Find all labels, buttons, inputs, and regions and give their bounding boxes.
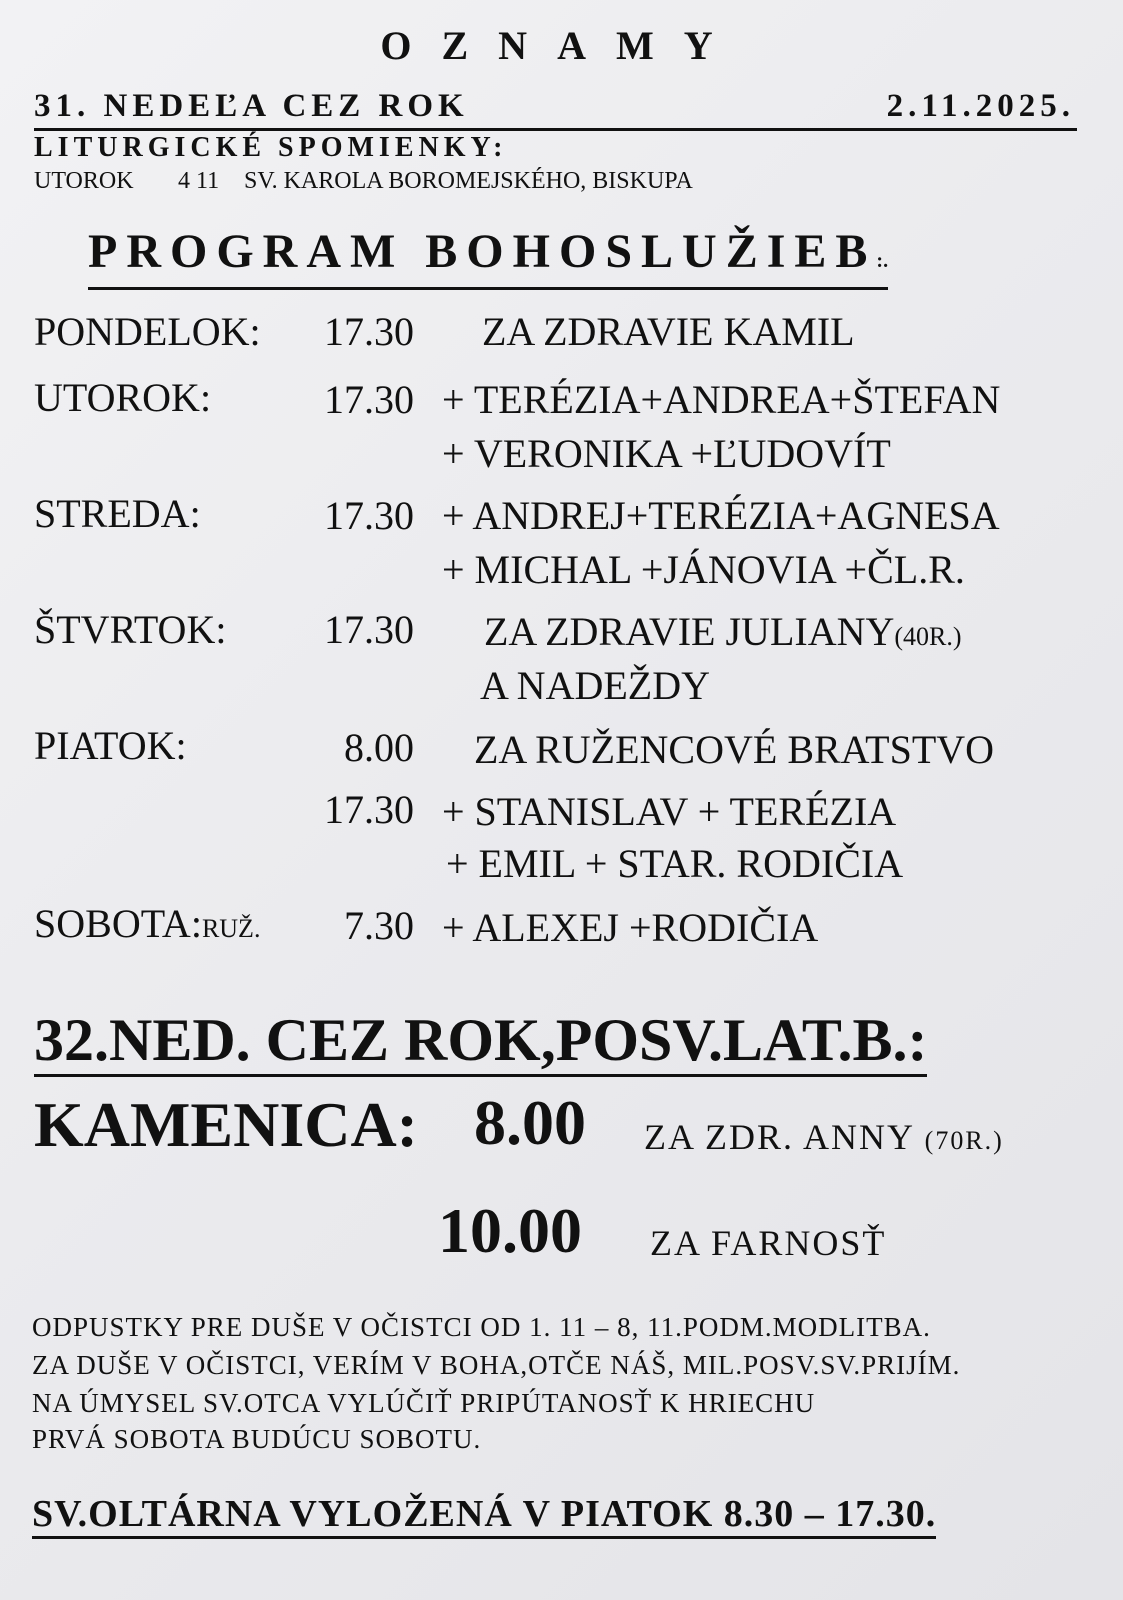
schedule-intent xyxy=(484,608,962,655)
week-name: 31. NEDEĽA CEZ ROK xyxy=(34,88,469,124)
schedule-intent: ZA ZDRAVIE KAMIL xyxy=(482,309,855,354)
sunday-mass-time: 10.00 xyxy=(438,1195,582,1266)
schedule-day: PONDELOK: xyxy=(34,309,261,354)
schedule-intent: + ALEXEJ +RODIČIA xyxy=(442,905,819,950)
sunday-mass-intent-age: (70R.) xyxy=(924,1126,1004,1155)
program-title: PROGRAM BOHOSLUŽIEB xyxy=(88,225,877,278)
schedule-time: 17.30 xyxy=(324,309,414,354)
sunday-title: 32.NED. CEZ ROK,POSV.LAT.B.: xyxy=(34,1006,927,1077)
program-heading xyxy=(88,226,888,290)
schedule-intent: ZA RUŽENCOVÉ BRATSTVO xyxy=(474,727,995,772)
schedule-day: PIATOK: xyxy=(34,723,187,768)
schedule-intent: + TERÉZIA+ANDREA+ŠTEFAN xyxy=(442,377,1001,422)
schedule-day: STREDA: xyxy=(34,491,201,536)
liturgy-title: LITURGICKÉ SPOMIENKY: xyxy=(34,132,508,163)
schedule-time: 17.30 xyxy=(324,493,414,538)
schedule-day-note: RUŽ. xyxy=(201,914,261,943)
sunday-place: KAMENICA: xyxy=(34,1089,418,1160)
schedule-intent: + VERONIKA +ĽUDOVÍT xyxy=(442,431,891,476)
schedule-day: UTOROK: xyxy=(34,375,212,420)
final-announcement: SV.OLTÁRNA VYLOŽENÁ V PIATOK 8.30 – 17.30. xyxy=(32,1492,936,1539)
schedule-intent: + MICHAL +JÁNOVIA +ČL.R. xyxy=(442,547,965,592)
sunday-mass-intent xyxy=(644,1116,1004,1158)
note-line: NA ÚMYSEL SV.OTCA VYLÚČIŤ PRIPÚTANOSŤ K HRIECHU xyxy=(32,1388,816,1418)
schedule-intent: + ANDREJ+TERÉZIA+AGNESA xyxy=(442,493,1000,538)
sunday-mass-time: 8.00 xyxy=(474,1087,586,1158)
schedule-day: ŠTVRTOK: xyxy=(34,607,227,652)
schedule-time: 7.30 xyxy=(344,903,414,948)
liturgy-memorial: SV. KAROLA BOROMEJSKÉHO, BISKUPA xyxy=(244,168,693,194)
page-title: OZNAMY xyxy=(380,23,743,68)
schedule-intent-text: ZA ZDRAVIE JULIANY xyxy=(484,609,895,654)
liturgy-memorial-line xyxy=(34,168,693,195)
schedule-intent: + STANISLAV + TERÉZIA xyxy=(442,789,897,834)
note-line: ZA DUŠE V OČISTCI, VERÍM V BOHA,OTČE NÁŠ, MIL.POSV.SV.PRIJÍM. xyxy=(32,1350,961,1380)
note-line: ODPUSTKY PRE DUŠE V OČISTCI OD 1. 11 – 8, 11.PODM.MODLITBA. xyxy=(32,1312,931,1342)
liturgy-date: 4 11 xyxy=(178,168,220,194)
schedule-time: 17.30 xyxy=(324,377,414,422)
note-line: PRVÁ SOBOTA BUDÚCU SOBOTU. xyxy=(32,1424,482,1454)
liturgy-day: UTOROK xyxy=(34,168,134,194)
schedule-intent: + EMIL + STAR. RODIČIA xyxy=(446,841,904,886)
sunday-mass-intent-text: ZA ZDR. ANNY xyxy=(644,1117,914,1157)
schedule-day-text: SOBOTA: xyxy=(34,901,202,946)
schedule-intent-age: (40R.) xyxy=(894,622,962,651)
schedule-time: 17.30 xyxy=(324,607,414,652)
week-date: 2.11.2025. xyxy=(886,88,1075,124)
sunday-mass-intent: ZA FARNOSŤ xyxy=(650,1223,887,1263)
schedule-time: 17.30 xyxy=(324,787,414,832)
schedule-time: 8.00 xyxy=(344,725,414,770)
week-header xyxy=(34,88,1077,131)
schedule-day xyxy=(34,900,260,947)
program-tail: :. xyxy=(876,250,889,272)
schedule-intent: A NADEŽDY xyxy=(480,663,710,708)
